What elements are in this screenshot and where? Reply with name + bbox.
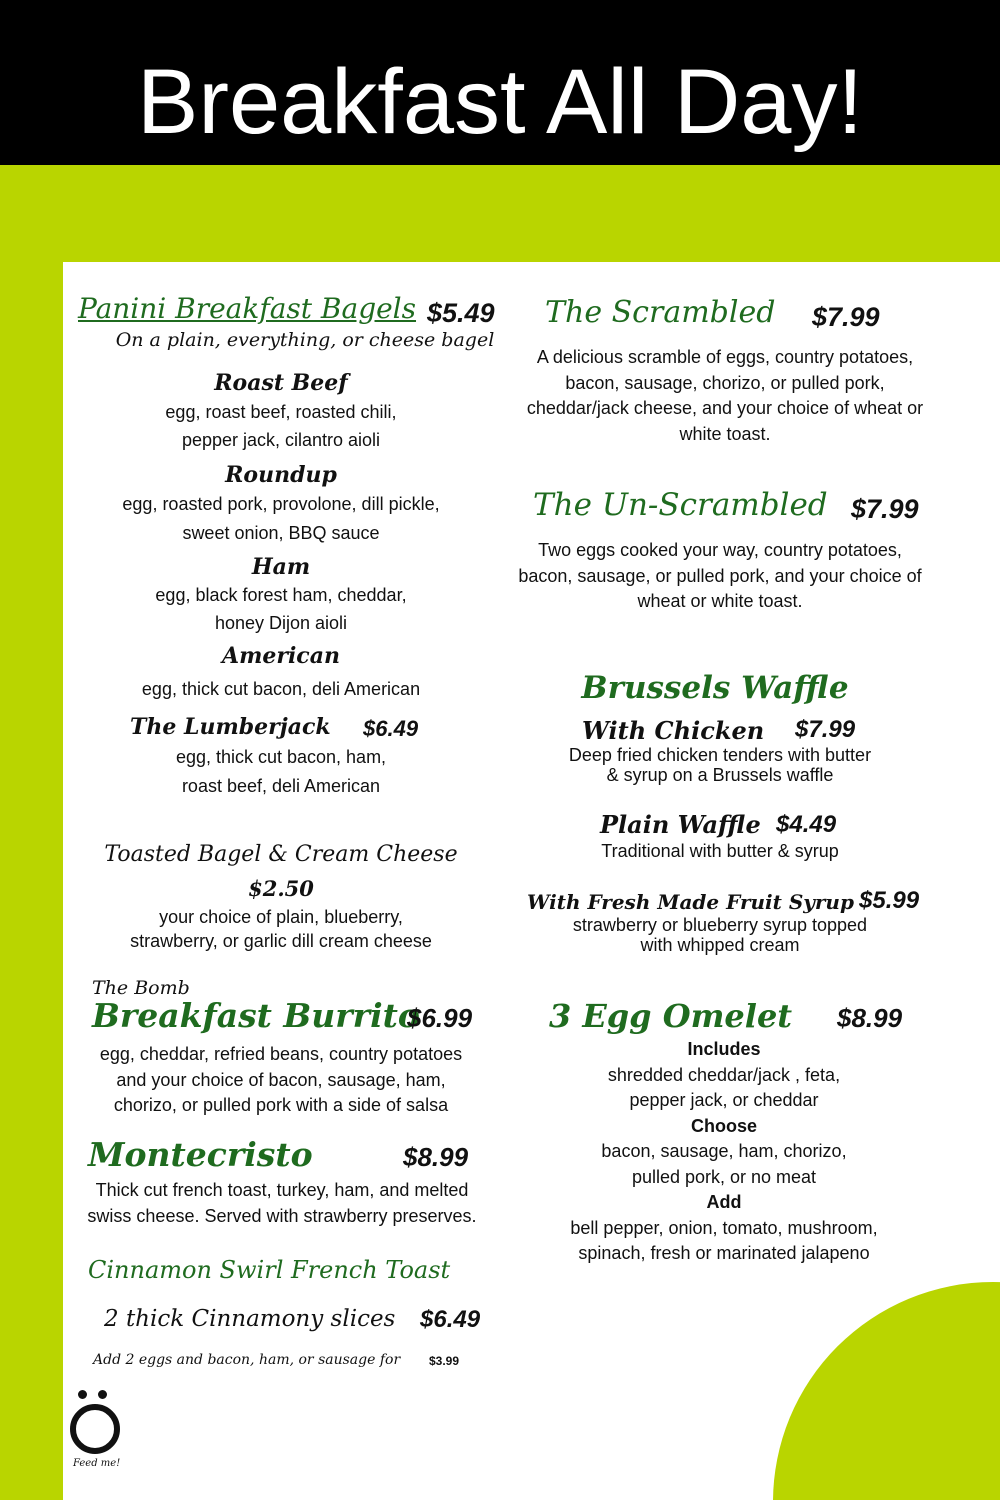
waffle-plain-name: Plain Waffle	[600, 810, 761, 839]
burrito-pretitle: The Bomb	[92, 977, 190, 999]
logo-o-icon	[70, 1404, 120, 1454]
omelet-includes-label: Includes	[687, 1039, 761, 1059]
waffle-fruit-desc: strawberry or blueberry syrup topped with whipped cream	[572, 915, 868, 955]
logo-dot-right	[98, 1390, 107, 1399]
item-desc-ham: egg, black forest ham, cheddar, honey Dijon aioli	[155, 585, 407, 633]
page-title: Breakfast All Day!	[136, 51, 864, 153]
toasted-desc: your choice of plain, blueberry, strawberry, or garlic dill cream cheese	[130, 907, 432, 951]
omelet-choose-label: Choose	[690, 1115, 757, 1136]
waffle-fruit-name: With Fresh Made Fruit Syrup	[527, 890, 854, 914]
logo-dot-left	[78, 1390, 87, 1399]
item-name-american: American	[222, 643, 340, 669]
scrambled-desc: A delicious scramble of eggs, country potatoes, bacon, sausage, chorizo, or pulled pork, cheddar/jack cheese, and your choice of wheat or white toast.	[526, 347, 924, 444]
montecristo-price: $8.99	[403, 1142, 469, 1172]
scrambled-price: $7.99	[812, 302, 880, 332]
waffle-plain-price: $4.49	[776, 811, 837, 838]
waffle-chicken-price: $7.99	[795, 716, 856, 743]
burrito-title: Breakfast Burrito	[92, 996, 420, 1035]
cinnamon-addon: Add 2 eggs and bacon, ham, or sausage for	[93, 1352, 401, 1368]
unscrambled-desc: Two eggs cooked your way, country potatoes, bacon, sausage, or pulled pork, and your choice of wheat or white toast.	[518, 540, 922, 611]
omelet-price: $8.99	[837, 1003, 903, 1033]
item-name-lumberjack: The Lumberjack	[130, 714, 331, 740]
item-desc-roundup: egg, roasted pork, provolone, dill pickle, sweet onion, BBQ sauce	[122, 494, 440, 543]
omelet-title: 3 Egg Omelet	[549, 997, 793, 1035]
montecristo-desc: Thick cut french toast, turkey, ham, and melted swiss cheese. Served with strawberry preserves.	[87, 1180, 477, 1226]
omelet-add-label: Add	[706, 1192, 742, 1212]
omelet-details: Includes shredded cheddar/jack , feta, pepper jack, or cheddar Choose bacon, sausage, ham, chorizo, pulled pork, or no meat Add bell pepper, onion, tomato, mushroom, spinach, fresh or marinated jalapeno	[509, 1037, 939, 1267]
item-price-lumberjack: $6.49	[363, 716, 419, 741]
toasted-title: Toasted Bagel & Cream Cheese	[104, 842, 458, 867]
cinnamon-addon-price: $3.99	[429, 1354, 460, 1368]
waffle-chicken-name: With Chicken	[582, 716, 765, 745]
item-name-roundup: Roundup	[225, 462, 337, 488]
item-desc-roast-beef: egg, roast beef, roasted chili, pepper jack, cilantro aioli	[165, 402, 397, 450]
unscrambled-title: The Un-Scrambled	[533, 487, 828, 523]
panini-subtitle: On a plain, everything, or cheese bagel	[115, 329, 495, 351]
logo-tagline: Feed me!	[73, 1458, 121, 1469]
cinnamon-price: $6.49	[420, 1306, 481, 1333]
item-desc-american: egg, thick cut bacon, deli American	[141, 679, 421, 699]
cinnamon-title: Cinnamon Swirl French Toast	[88, 1256, 451, 1284]
item-name-roast-beef: Roast Beef	[214, 370, 348, 396]
burrito-price: $6.99	[407, 1003, 473, 1033]
item-name-ham: Ham	[251, 554, 311, 580]
waffle-title: Brussels Waffle	[581, 670, 849, 706]
waffle-plain-desc: Traditional with butter & syrup	[601, 841, 839, 861]
decorative-circle	[773, 1282, 1000, 1500]
cinnamon-line: 2 thick Cinnamony slices	[104, 1306, 396, 1332]
waffle-chicken-desc: Deep fried chicken tenders with butter & syrup on a Brussels waffle	[568, 745, 872, 785]
brand-logo	[66, 1382, 126, 1472]
panini-title: Panini Breakfast Bagels	[78, 292, 417, 325]
scrambled-title: The Scrambled	[545, 295, 776, 330]
waffle-fruit-price: $5.99	[859, 887, 920, 914]
burrito-desc: egg, cheddar, refried beans, country potatoes and your choice of bacon, sausage, ham, chorizo, or pulled pork with a side of salsa	[99, 1044, 463, 1115]
header-bar	[0, 0, 1000, 165]
toasted-price: $2.50	[248, 876, 314, 901]
item-desc-lumberjack: egg, thick cut bacon, ham, roast beef, deli American	[175, 747, 387, 796]
montecristo-title: Montecristo	[88, 1135, 313, 1174]
panini-price: $5.49	[427, 298, 495, 328]
unscrambled-price: $7.99	[851, 494, 919, 524]
